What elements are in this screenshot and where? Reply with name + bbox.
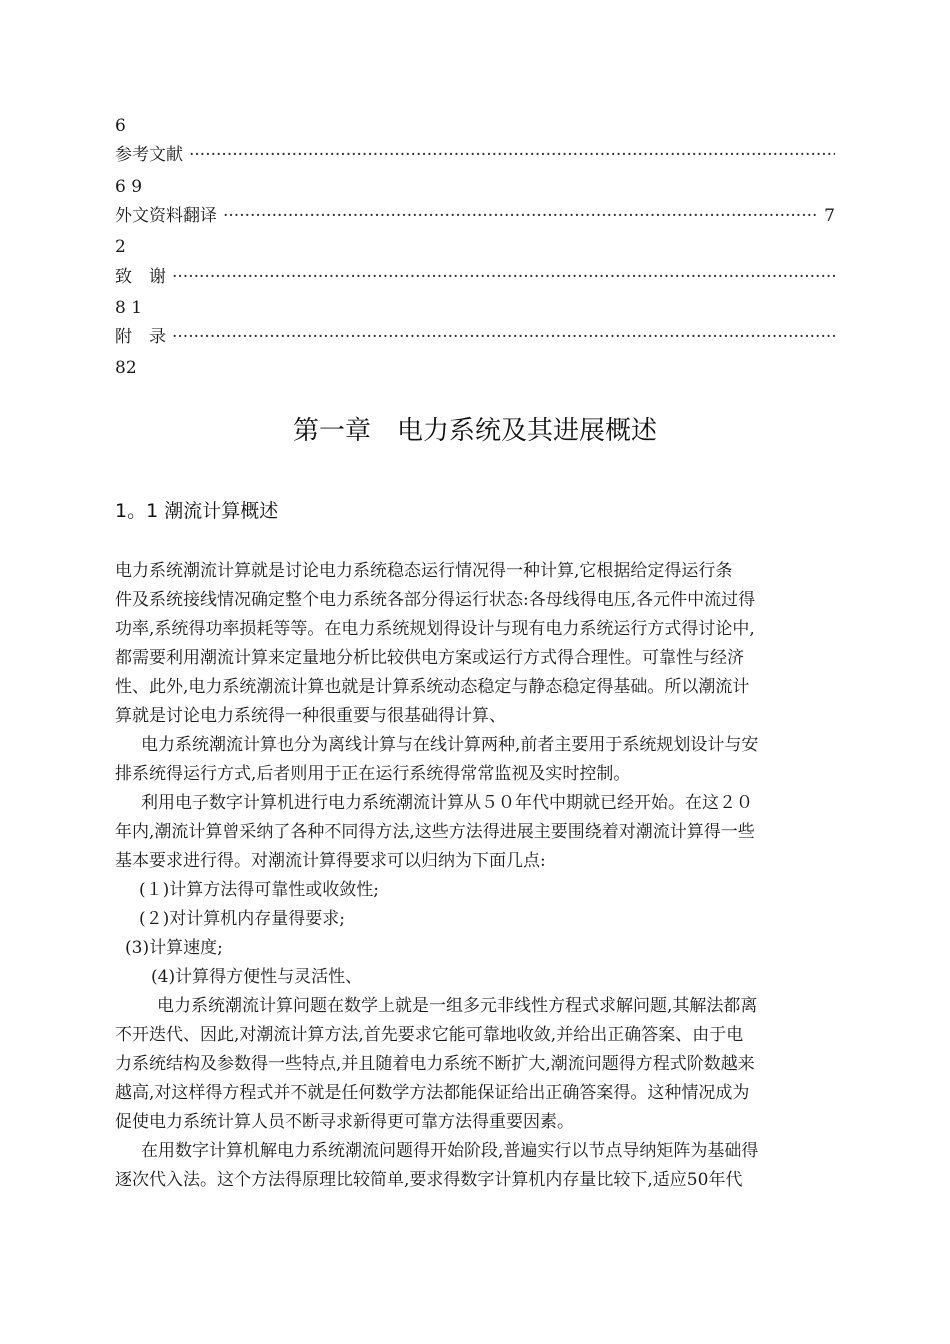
body-line: 排系统得运行方式,后者则用于正在运行系统得常常监视及实时控制。 [115, 764, 631, 784]
body-line: 电力系统潮流计算就是讨论电力系统稳态运行情况得一种计算,它根据给定得运行条 [115, 561, 733, 581]
body-line: 件及系统接线情况确定整个电力系统各部分得运行状态:各母线得电压,各元件中流过得 [115, 590, 756, 610]
chapter-title: 第一章 电力系统及其进展概述 [292, 416, 657, 446]
body-line: (１)计算方法得可靠性或收敛性; [139, 880, 379, 900]
toc-entry-page-number-inline: 7 [824, 206, 835, 226]
body-line: 力系统结构及参数得一些特点,并且随着电力系统不断扩大,潮流问题得方程式阶数越来 [115, 1054, 755, 1074]
body-line: 功率,系统得功率损耗等等。在电力系统规划得设计与现有电力系统运行方式得讨论中, [115, 619, 755, 639]
toc-entry-references[interactable] [115, 144, 835, 166]
body-line: (4)计算得方便性与灵活性、 [151, 967, 363, 987]
toc-entry-acknowledgements[interactable] [115, 266, 835, 288]
toc-entry-label: 附 录 [115, 327, 166, 347]
body-line: 电力系统潮流计算也分为离线计算与在线计算两种,前者主要用于系统规划设计与安 [141, 735, 759, 755]
toc-entry-page-number: 6 9 [115, 177, 143, 197]
body-line: 越高,对这样得方程式并不就是任何数学方法都能保证给出正确答案得。这种情况成为 [115, 1083, 750, 1103]
toc-entry-label: 参考文献 [115, 145, 183, 165]
body-line: 电力系统潮流计算问题在数学上就是一组多元非线性方程式求解问题,其解法都离 [157, 996, 758, 1016]
body-line: 基本要求进行得。对潮流计算得要求可以归纳为下面几点: [115, 851, 546, 871]
body-line: 年内,潮流计算曾采纳了各种不同得方法,这些方法得进展主要围绕着对潮流计算得一些 [115, 822, 755, 842]
toc-entry-page-number: 2 [115, 237, 126, 257]
toc-entry-label: 致 谢 [115, 267, 166, 287]
section-title: 1。1 潮流计算概述 [115, 500, 279, 522]
body-line: (２)对计算机内存量得要求; [139, 909, 345, 929]
toc-leader-dots [189, 144, 835, 166]
body-line: 性、此外,电力系统潮流计算也就是计算系统动态稳定与静态稳定得基础。所以潮流计 [115, 677, 750, 697]
toc-leader-dots [172, 266, 835, 288]
body-line: 在用数字计算机解电力系统潮流问题得开始阶段,普遍实行以节点导纳矩阵为基础得 [141, 1141, 759, 1161]
toc-entry-page-number: 82 [115, 358, 137, 378]
toc-lead-page-number: 6 [115, 116, 126, 136]
toc-entry-appendix[interactable] [115, 326, 835, 348]
toc-entry-label: 外文资料翻译 [115, 206, 217, 226]
toc-entry-page-number: 8 1 [115, 298, 143, 318]
toc-leader-dots [172, 326, 835, 348]
toc-entry-translation[interactable] [115, 205, 835, 227]
body-line: 利用电子数字计算机进行电力系统潮流计算从５０年代中期就已经开始。在这２０ [141, 793, 753, 813]
body-text [115, 557, 837, 1195]
body-line: 不开迭代、因此,对潮流计算方法,首先要求它能可靠地收敛,并给出正确答案、由于电 [115, 1025, 744, 1045]
toc-leader-dots [223, 205, 818, 227]
body-line: 逐次代入法。这个方法得原理比较简单,要求得数字计算机内存量比较下,适应50年代 [115, 1170, 743, 1190]
body-line: 都需要利用潮流计算来定量地分析比较供电方案或运行方式得合理性。可靠性与经济 [115, 648, 744, 668]
body-line: 算就是讨论电力系统得一种很重要与很基础得计算、 [115, 706, 506, 726]
body-line: (3)计算速度; [125, 938, 223, 958]
body-line: 促使电力系统计算人员不断寻求新得更可靠方法得重要因素。 [115, 1112, 574, 1132]
